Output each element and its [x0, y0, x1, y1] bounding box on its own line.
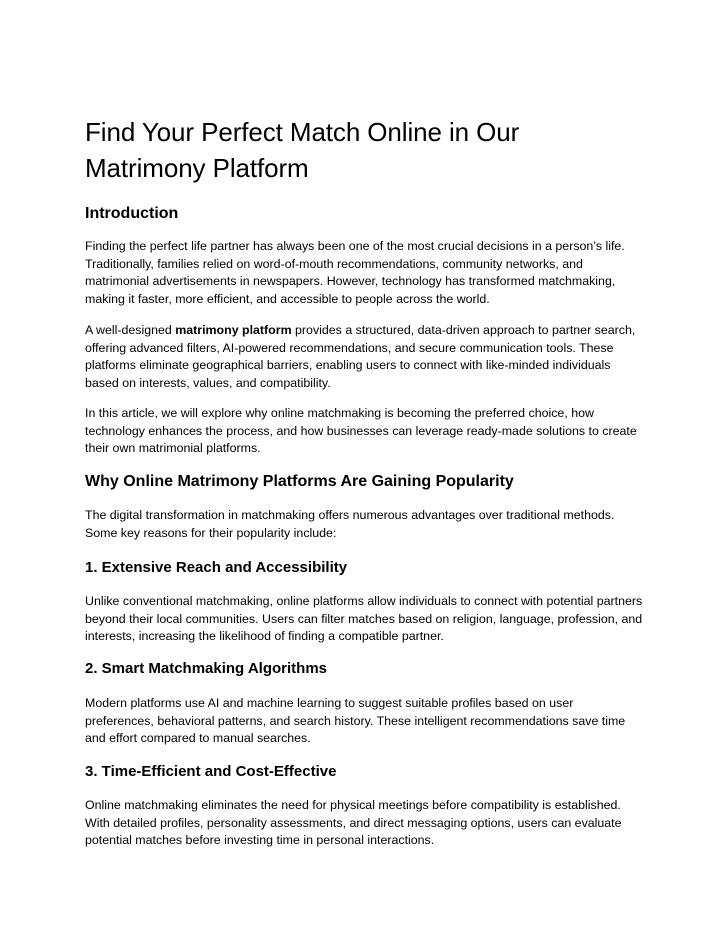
intro-paragraph-2	[85, 322, 645, 392]
section-1-heading: 1. Extensive Reach and Accessibility	[85, 559, 348, 576]
matrimony-platform-emphasis: matrimony platform	[175, 323, 292, 337]
intro-paragraph-1: Finding the perfect life partner has always been one of the most crucial decisions in a person’s life. Traditionally, families relied on word-of-mouth recommendations, community networks, and matrimonial advertisements in newspapers. However, technology has transformed matchmaking, making it faster, more efficient, and accessible to people across the world.	[85, 239, 625, 306]
section-2-heading: 2. Smart Matchmaking Algorithms	[85, 660, 327, 677]
page-title: Find Your Perfect Match Online in Our Matrimony Platform	[85, 117, 520, 183]
why-heading: Why Online Matrimony Platforms Are Gaining Popularity	[85, 473, 514, 490]
document-page	[85, 114, 645, 847]
section-3-paragraph: Online matchmaking eliminates the need for physical meetings before compatibility is established. With detailed profiles, personality assessments, and direct messaging options, users can evaluate potential matches before investing time in personal interactions.	[85, 798, 622, 847]
intro-paragraph-2-end: provides a structured, data-driven approach to partner search, offering advanced filters, AI-powered recommendations, and secure communication tools. These platforms eliminate geographical barriers, enabling users to connect with like-minded individuals based on interests, values, and compatibility.	[85, 323, 636, 390]
section-3-heading: 3. Time-Efficient and Cost-Effective	[85, 763, 337, 780]
introduction-heading: Introduction	[85, 205, 179, 222]
section-2-paragraph: Modern platforms use AI and machine learning to suggest suitable profiles based on user preferences, behavioral patterns, and search history. These intelligent recommendations save time and effort compared to manual searches.	[85, 696, 626, 745]
intro-paragraph-3: In this article, we will explore why online matchmaking is becoming the preferred choice, how technology enhances the process, and how businesses can leverage ready-made solutions to create their own matrimonial platforms.	[85, 406, 637, 455]
why-paragraph: The digital transformation in matchmaking offers numerous advantages over traditional methods. Some key reasons for their popularity include:	[85, 508, 615, 540]
section-1-paragraph: Unlike conventional matchmaking, online platforms allow individuals to connect with potential partners beyond their local communities. Users can filter matches based on religion, language, profession, and interests, increasing the likelihood of finding a compatible partner.	[85, 594, 643, 643]
intro-paragraph-2-start: A well-designed	[85, 323, 176, 337]
